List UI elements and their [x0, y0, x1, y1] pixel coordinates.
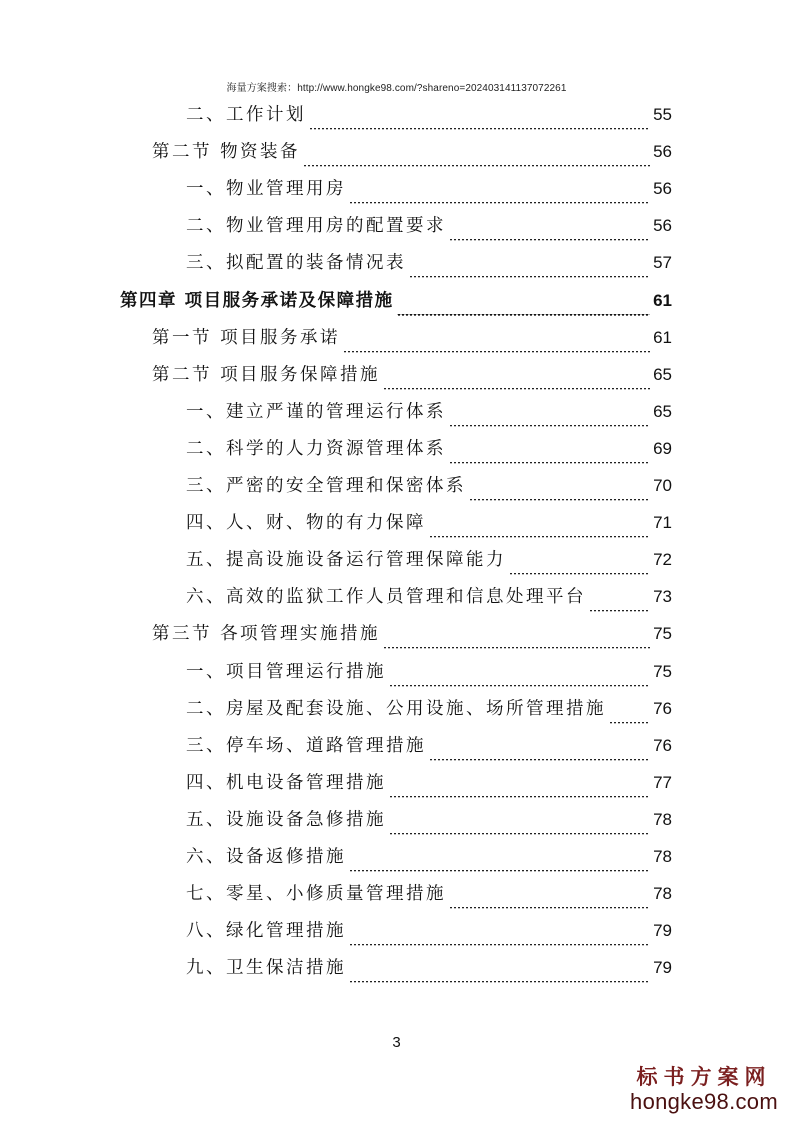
- toc-entry[interactable]: [186, 806, 672, 843]
- toc-entry-title: 二、房屋及配套设施、公用设施、场所管理措施: [186, 698, 606, 719]
- toc-entry-page: 79: [653, 958, 672, 978]
- toc-entry[interactable]: [186, 175, 672, 212]
- toc-entry[interactable]: [186, 472, 672, 509]
- toc-entry[interactable]: [152, 138, 672, 175]
- toc-entry-page: 65: [653, 401, 672, 421]
- toc-entry[interactable]: [186, 880, 672, 917]
- toc-entry-title: 一、物业管理用房: [186, 179, 346, 200]
- toc-entry[interactable]: [186, 843, 672, 880]
- toc-entry[interactable]: [186, 954, 672, 991]
- toc-dot-leader: [383, 388, 650, 391]
- toc-entry-page: 75: [653, 624, 672, 644]
- toc-entry-page: 75: [653, 661, 672, 681]
- toc-entry-page: 55: [653, 105, 672, 124]
- watermark-brand-url: hongke98.com: [630, 1089, 778, 1114]
- toc-entry-page: 73: [653, 587, 672, 607]
- toc-dot-leader: [449, 462, 650, 465]
- toc-entry-title: 二、科学的人力资源管理体系: [186, 438, 446, 459]
- toc-dot-leader: [429, 759, 650, 762]
- toc-entry-title: 三、严密的安全管理和保密体系: [186, 476, 466, 496]
- toc-entry-page: 56: [653, 216, 672, 236]
- toc-dot-leader: [409, 276, 650, 279]
- toc-entry-title: 四、机电设备管理措施: [186, 772, 386, 793]
- header-source-url: 海量方案搜索：http://www.hongke98.com/?shareno=202403141137072261: [226, 83, 567, 94]
- toc-dot-leader: [349, 202, 650, 205]
- toc-entry-page: 71: [653, 513, 672, 533]
- toc-entry-title: 七、零星、小修质量管理措施: [186, 884, 446, 905]
- toc-entry-title: 六、高效的监狱工作人员管理和信息处理平台: [186, 587, 586, 608]
- toc-entry[interactable]: [186, 769, 672, 806]
- toc-entry[interactable]: [186, 212, 672, 249]
- toc-entry-page: 56: [653, 142, 672, 162]
- toc-dot-leader: [449, 239, 650, 242]
- toc-entry-title: 一、项目管理运行措施: [186, 661, 386, 682]
- toc-dot-leader: [589, 610, 650, 613]
- toc-entry-page: 79: [653, 921, 672, 941]
- toc-dot-leader: [449, 425, 650, 428]
- toc-entry[interactable]: [186, 249, 672, 286]
- toc-entry-page: 76: [653, 698, 672, 718]
- toc-entry-title: 五、设施设备急修措施: [186, 809, 386, 830]
- toc-entry-title: 第三节 各项管理实施措施: [152, 624, 381, 645]
- toc-entry-title: 三、拟配置的装备情况表: [186, 253, 406, 274]
- toc-dot-leader: [383, 647, 650, 650]
- toc-entry[interactable]: [186, 732, 672, 769]
- toc-entry-page: 70: [653, 476, 672, 495]
- toc-entry[interactable]: [152, 324, 672, 361]
- toc-dot-leader: [389, 685, 650, 688]
- toc-entry-page: 61: [653, 290, 672, 310]
- toc-entry-page: 77: [653, 772, 672, 792]
- toc-entry-title: 一、建立严谨的管理运行体系: [186, 401, 446, 422]
- toc-dot-leader: [397, 314, 650, 317]
- toc-dot-leader: [349, 981, 650, 984]
- toc-entry-title: 九、卫生保洁措施: [186, 958, 346, 979]
- toc-dot-leader: [389, 796, 650, 799]
- toc-entry[interactable]: [152, 620, 672, 657]
- toc-dot-leader: [429, 536, 650, 539]
- toc-entry[interactable]: [152, 361, 672, 398]
- toc-entry-title: 第二节 项目服务保障措施: [152, 364, 381, 385]
- toc-entry-title: 三、停车场、道路管理措施: [186, 735, 426, 756]
- toc-dot-leader: [303, 165, 650, 168]
- toc-entry-page: 69: [653, 438, 672, 458]
- toc-entry-page: 78: [653, 847, 672, 866]
- toc-dot-leader: [449, 907, 650, 910]
- toc-entry-page: 61: [653, 327, 672, 347]
- toc-entry-title: 第二节 物资装备: [152, 142, 301, 163]
- toc-entry[interactable]: [186, 695, 672, 732]
- toc-entry-page: 72: [653, 550, 672, 570]
- toc-dot-leader: [309, 128, 650, 131]
- toc-dot-leader: [609, 722, 650, 725]
- toc-entry[interactable]: [186, 509, 672, 546]
- toc-entry[interactable]: [186, 101, 672, 138]
- toc-entry[interactable]: [186, 546, 672, 583]
- toc-entry-title: 二、物业管理用房的配置要求: [186, 216, 446, 237]
- watermark-brand-cn: 标书方案网: [636, 1064, 772, 1089]
- toc-entry-title: 第四章 项目服务承诺及保障措施: [120, 290, 394, 311]
- toc-dot-leader: [469, 499, 650, 502]
- toc-entry[interactable]: [120, 287, 672, 324]
- toc-entry-title: 五、提高设施设备运行管理保障能力: [186, 550, 506, 571]
- toc-entry[interactable]: [186, 583, 672, 620]
- toc-dot-leader: [389, 833, 650, 836]
- toc-dot-leader: [509, 573, 650, 576]
- toc-entry-title: 八、绿化管理措施: [186, 921, 346, 942]
- toc-dot-leader: [349, 944, 650, 947]
- page-number: 3: [392, 1034, 401, 1051]
- toc-entry-page: 57: [653, 253, 672, 273]
- toc-entry[interactable]: [186, 917, 672, 954]
- toc-entry-title: 第一节 项目服务承诺: [152, 327, 341, 348]
- toc-entry-page: 76: [653, 735, 672, 755]
- toc-entry-page: 56: [653, 179, 672, 199]
- toc-entry[interactable]: [186, 398, 672, 435]
- toc-entry-title: 二、工作计划: [186, 105, 306, 125]
- toc-entry-page: 78: [653, 809, 672, 829]
- toc-dot-leader: [349, 870, 650, 873]
- toc-entry[interactable]: [186, 435, 672, 472]
- toc-entry-title: 四、人、财、物的有力保障: [186, 513, 426, 534]
- watermark-logo: [629, 1064, 779, 1114]
- toc-entry-title: 六、设备返修措施: [186, 847, 346, 867]
- toc-entry-page: 78: [653, 884, 672, 904]
- toc-dot-leader: [343, 351, 650, 354]
- toc-entry[interactable]: [186, 658, 672, 695]
- toc-entry-page: 65: [653, 364, 672, 384]
